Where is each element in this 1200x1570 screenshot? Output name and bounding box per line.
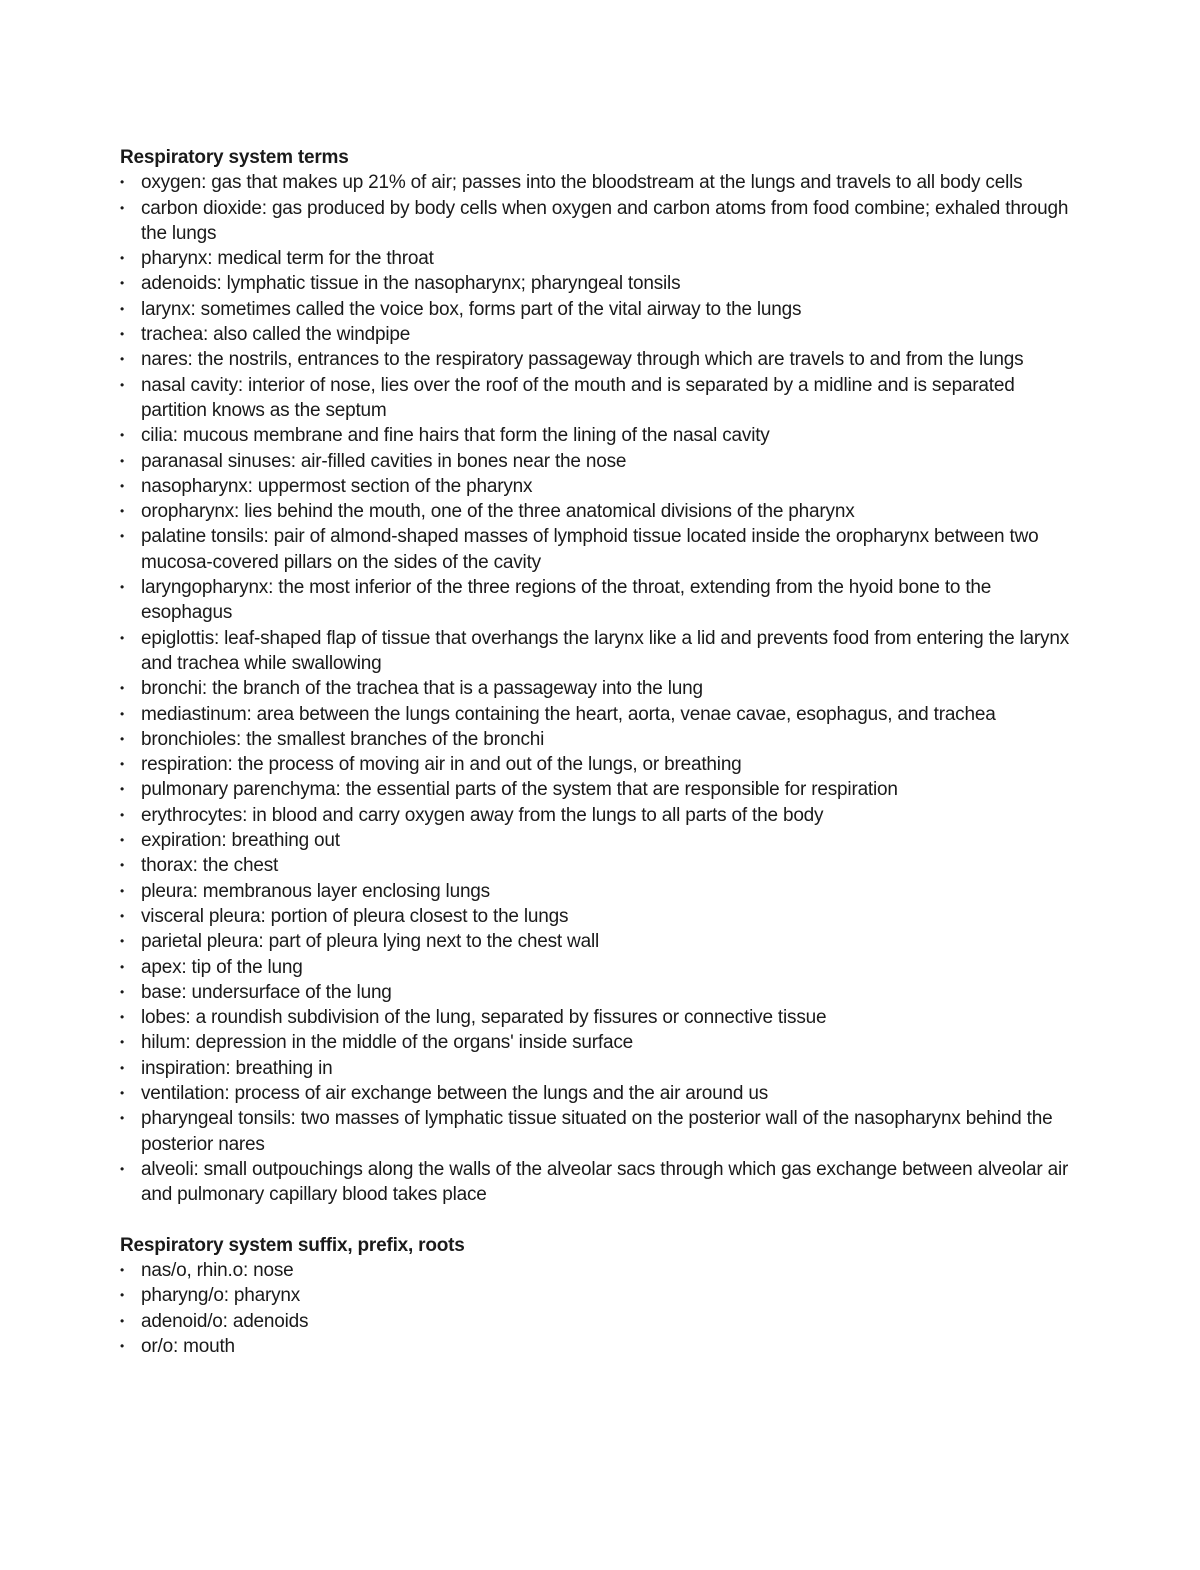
bullet-icon: • xyxy=(120,681,125,696)
list-item xyxy=(120,955,1080,980)
list-item xyxy=(120,752,1080,777)
list-item xyxy=(120,676,1080,701)
list-item xyxy=(120,347,1080,372)
list-item-text: or/o: mouth xyxy=(141,1335,235,1357)
list-item-text: laryngopharynx: the most inferior of the three regions of the throat, extending from the hyoid bone to the esophagus xyxy=(141,577,992,624)
list-item xyxy=(120,1056,1080,1081)
bullet-icon: • xyxy=(120,1111,125,1126)
bullet-icon: • xyxy=(120,1035,125,1050)
list-item xyxy=(120,1334,1080,1359)
section-word-parts xyxy=(120,1233,1080,1359)
terms-list xyxy=(120,170,1080,1207)
list-item xyxy=(120,1030,1080,1055)
bullet-icon: • xyxy=(120,377,125,392)
list-item-text: respiration: the process of moving air in and out of the lungs, or breathing xyxy=(141,754,742,776)
list-item xyxy=(120,803,1080,828)
list-item-text: erythrocytes: in blood and carry oxygen away from the lungs to all parts of the body xyxy=(141,804,824,826)
list-item-text: paranasal sinuses: air-filled cavities in bones near the nose xyxy=(141,450,627,472)
bullet-icon: • xyxy=(120,301,125,316)
list-item-text: oropharynx: lies behind the mouth, one of the three anatomical divisions of the pharynx xyxy=(141,501,855,523)
bullet-icon: • xyxy=(120,706,125,721)
list-item-text: oxygen: gas that makes up 21% of air; passes into the bloodstream at the lungs and travels to all body cells xyxy=(141,172,1023,194)
document-page xyxy=(120,145,1080,1359)
list-item xyxy=(120,297,1080,322)
list-item-text: apex: tip of the lung xyxy=(141,956,303,978)
word-parts-list xyxy=(120,1258,1080,1359)
list-item xyxy=(120,727,1080,752)
list-item xyxy=(120,499,1080,524)
list-item xyxy=(120,373,1080,424)
list-item-text: pulmonary parenchyma: the essential parts of the system that are responsible for respiration xyxy=(141,779,898,801)
list-item-text: visceral pleura: portion of pleura closest to the lungs xyxy=(141,905,569,927)
list-item-text: nas/o, rhin.o: nose xyxy=(141,1260,294,1282)
list-item xyxy=(120,777,1080,802)
list-item xyxy=(120,196,1080,247)
list-item-text: pharynx: medical term for the throat xyxy=(141,248,434,270)
bullet-icon: • xyxy=(120,1338,125,1353)
list-item-text: mediastinum: area between the lungs containing the heart, aorta, venae cavae, esophagus, and trachea xyxy=(141,703,996,725)
bullet-icon: • xyxy=(120,1161,125,1176)
list-item-text: bronchioles: the smallest branches of the bronchi xyxy=(141,728,545,750)
list-item-text: hilum: depression in the middle of the organs' inside surface xyxy=(141,1032,634,1054)
list-item-text: trachea: also called the windpipe xyxy=(141,324,411,346)
bullet-icon: • xyxy=(120,807,125,822)
list-item-text: lobes: a roundish subdivision of the lung, separated by fissures or connective tissue xyxy=(141,1007,827,1029)
list-item xyxy=(120,1081,1080,1106)
bullet-icon: • xyxy=(120,453,125,468)
bullet-icon: • xyxy=(120,1263,125,1278)
bullet-icon: • xyxy=(120,580,125,595)
list-item xyxy=(120,575,1080,626)
list-item xyxy=(120,170,1080,195)
list-item xyxy=(120,524,1080,575)
bullet-icon: • xyxy=(120,478,125,493)
list-item xyxy=(120,1309,1080,1334)
list-item xyxy=(120,322,1080,347)
bullet-icon: • xyxy=(120,251,125,266)
list-item-text: alveoli: small outpouchings along the walls of the alveolar sacs through which gas exchange between alveolar air and pulmonary capillary blood takes place xyxy=(141,1158,1069,1206)
list-item xyxy=(120,1106,1080,1157)
list-item-text: nasopharynx: uppermost section of the pharynx xyxy=(141,475,533,497)
section-terms xyxy=(120,145,1080,1207)
list-item-text: cilia: mucous membrane and fine hairs that form the lining of the nasal cavity xyxy=(141,425,770,447)
list-item-text: carbon dioxide: gas produced by body cells when oxygen and carbon atoms from food combine; exhaled through the lungs xyxy=(141,197,1069,244)
list-item xyxy=(120,828,1080,853)
bullet-icon: • xyxy=(120,934,125,949)
list-item-text: base: undersurface of the lung xyxy=(141,981,392,1003)
list-item xyxy=(120,853,1080,878)
list-item-text: pleura: membranous layer enclosing lungs xyxy=(141,880,490,902)
bullet-icon: • xyxy=(120,1313,125,1328)
section-heading: Respiratory system terms xyxy=(120,147,349,168)
list-item-text: adenoid/o: adenoids xyxy=(141,1310,309,1332)
bullet-icon: • xyxy=(120,1010,125,1025)
bullet-icon: • xyxy=(120,200,125,215)
bullet-icon: • xyxy=(120,959,125,974)
bullet-icon: • xyxy=(120,504,125,519)
list-item xyxy=(120,1283,1080,1308)
list-item-text: parietal pleura: part of pleura lying next to the chest wall xyxy=(141,931,599,953)
list-item xyxy=(120,449,1080,474)
list-item-text: nasal cavity: interior of nose, lies over the roof of the mouth and is separated by a midline and is separated partition knows as the septum xyxy=(141,374,1015,421)
bullet-icon: • xyxy=(120,833,125,848)
bullet-icon: • xyxy=(120,327,125,342)
list-item xyxy=(120,474,1080,499)
list-item-text: palatine tonsils: pair of almond-shaped masses of lymphoid tissue located inside the oropharynx between two mucosa-covered pillars on the sides of the cavity xyxy=(141,526,1039,573)
list-item-text: expiration: breathing out xyxy=(141,830,340,852)
list-item xyxy=(120,626,1080,677)
bullet-icon: • xyxy=(120,858,125,873)
bullet-icon: • xyxy=(120,984,125,999)
bullet-icon: • xyxy=(120,428,125,443)
list-item-text: epiglottis: leaf-shaped flap of tissue that overhangs the larynx like a lid and prevents food from entering the larynx and trachea while swallowing xyxy=(141,627,1070,674)
list-item-text: pharyng/o: pharynx xyxy=(141,1285,301,1307)
bullet-icon: • xyxy=(120,731,125,746)
bullet-icon: • xyxy=(120,883,125,898)
list-item xyxy=(120,904,1080,929)
section-heading: Respiratory system suffix, prefix, roots xyxy=(120,1234,465,1256)
bullet-icon: • xyxy=(120,1060,125,1075)
list-item-text: inspiration: breathing in xyxy=(141,1057,333,1079)
list-item xyxy=(120,929,1080,954)
list-item xyxy=(120,1157,1080,1208)
list-item xyxy=(120,246,1080,271)
list-item-text: ventilation: process of air exchange between the lungs and the air around us xyxy=(141,1082,768,1104)
bullet-icon: • xyxy=(120,757,125,772)
list-item xyxy=(120,702,1080,727)
list-item xyxy=(120,1258,1080,1283)
list-item xyxy=(120,980,1080,1005)
list-item-text: thorax: the chest xyxy=(141,855,279,877)
bullet-icon: • xyxy=(120,630,125,645)
bullet-icon: • xyxy=(120,175,125,190)
list-item-text: bronchi: the branch of the trachea that is a passageway into the lung xyxy=(141,678,703,700)
bullet-icon: • xyxy=(120,1085,125,1100)
bullet-icon: • xyxy=(120,1288,125,1303)
list-item-text: pharyngeal tonsils: two masses of lymphatic tissue situated on the posterior wall of the nasopharynx behind the posterior nares xyxy=(141,1108,1053,1155)
bullet-icon: • xyxy=(120,529,125,544)
bullet-icon: • xyxy=(120,908,125,923)
list-item-text: nares: the nostrils, entrances to the respiratory passageway through which are travels to and from the lungs xyxy=(141,349,1024,371)
list-item xyxy=(120,1005,1080,1030)
list-item xyxy=(120,271,1080,296)
list-item xyxy=(120,423,1080,448)
bullet-icon: • xyxy=(120,276,125,291)
bullet-icon: • xyxy=(120,782,125,797)
list-item-text: larynx: sometimes called the voice box, forms part of the vital airway to the lungs xyxy=(141,298,802,320)
list-item-text: adenoids: lymphatic tissue in the nasopharynx; pharyngeal tonsils xyxy=(141,273,681,295)
list-item xyxy=(120,879,1080,904)
bullet-icon: • xyxy=(120,352,125,367)
